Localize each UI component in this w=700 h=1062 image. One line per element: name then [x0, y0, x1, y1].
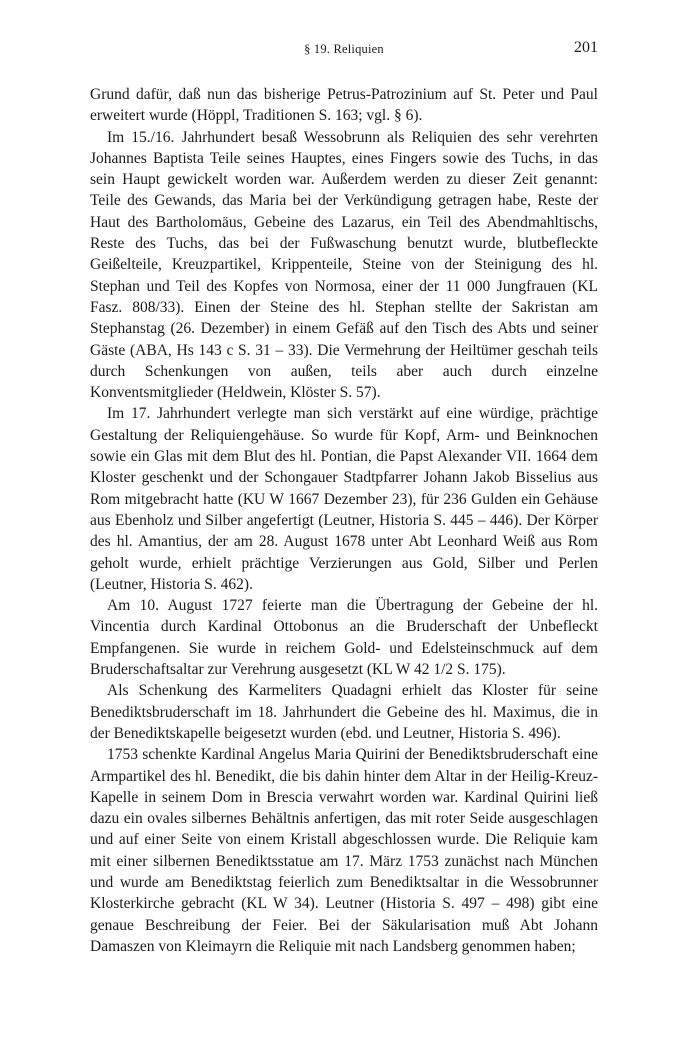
body-text [90, 84, 598, 957]
paragraph: Als Schenkung des Karmeliters Quadagni erhielt das Kloster für seine Benediktsbruderschaft im 18. Jahrhundert die Gebeine des hl. Maximus, die in der Benediktskapelle beigesetzt wurden (ebd. und Leutner, Historia S. 496). [90, 682, 598, 742]
paragraph: Im 17. Jahrhundert verlegte man sich verstärkt auf eine würdige, prächtige Gestaltung der Reliquiengehäuse. So wurde für Kopf, Arm- und Beinknochen sowie ein Glas mit dem Blut des hl. Pontian, die Papst Alexander VII. 1664 dem Kloster geschenkt und der Schongauer Stadtpfarrer Johann Jakob Bisselius aus Rom mitgebracht hatte (KU W 1667 Dezember 23), für 236 Gulden ein Gehäuse aus Ebenholz und Silber angefertigt (Leutner, Historia S. 445 – 446). Der Körper des hl. Amantius, der am 28. August 1678 unter Abt Leonhard Weiß aus Rom geholt wurde, erhielt prächtige Verzierungen aus Gold, Silber und Perlen (Leutner, Historia S. 462). [90, 405, 598, 593]
page-number: 201 [574, 39, 598, 56]
paragraph: 1753 schenkte Kardinal Angelus Maria Quirini der Benediktsbruderschaft eine Armpartikel des hl. Benedikt, die bis dahin hinter dem Altar in der Heilig-Kreuz-Kapelle in seinem Dom in Brescia verwahrt worden war. Kardinal Quirini ließ dazu ein ovales silbernes Behältnis anfertigen, das mit roter Seide ausgeschlagen und auf einer Seite von einem Kristall abgeschlossen wurde. Die Reliquie kam mit einer silbernen Benediktsstatue am 17. März 1753 zunächst nach München und wurde am Benediktstag feierlich zum Benediktsaltar in die Wessobrunner Klosterkirche gebracht (KL W 34). Leutner (Historia S. 497 – 498) gibt eine genaue Beschreibung der Feier. Bei der Säkularisation muß Abt Johann Damaszen von Kleimayrn die Reliquie mit nach Landsberg genommen haben; [90, 746, 598, 955]
running-head: § 19. Reliquien [304, 42, 384, 56]
paragraph: Am 10. August 1727 feierte man die Übertragung der Gebeine der hl. Vincentia durch Kardinal Ottobonus an die Bruderschaft der Unbefleckt Empfangenen. Sie wurde in reichem Gold- und Edelsteinschmuck auf dem Bruderschaftsaltar zur Verehrung ausgesetzt (KL W 42 1/2 S. 175). [90, 597, 598, 679]
paragraph: Grund dafür, daß nun das bisherige Petrus-Patrozinium auf St. Peter und Paul erweitert wurde (Höppl, Traditionen S. 163; vgl. § 6). [90, 86, 598, 125]
paragraph: Im 15./16. Jahrhundert besaß Wessobrunn als Reliquien des sehr verehrten Johannes Baptista Teile seines Hauptes, eines Fingers sowie des Tuchs, in das sein Haupt gewickelt worden war. Außerdem werden zu dieser Zeit genannt: Teile des Gewands, das Maria bei der Verkündigung getragen habe, Reste der Haut des Bartholomäus, Gebeine des Lazarus, ein Teil des Abendmahltischs, Reste des Tuchs, das bei der Fußwaschung benutzt wurde, blutbefleckte Geißelteile, Kreuzpartikel, Krippenteile, Steine von der Steinigung des hl. Stephan und Teil des Kopfes von Normosa, einer der 11 000 Jungfrauen (KL Fasz. 808/33). Einen der Steine des hl. Stephan stellte der Sakristan am Stephanstag (26. Dezember) in einem Gefäß auf den Tisch des Abts und seiner Gäste (ABA, Hs 143 c S. 31 – 33). Die Vermehrung der Heiltümer geschah teils durch Schenkungen von außen, teils aber auch durch einzelne Konventsmitglieder (Heldwein, Klöster S. 57). [90, 128, 598, 402]
page-header [90, 39, 598, 64]
